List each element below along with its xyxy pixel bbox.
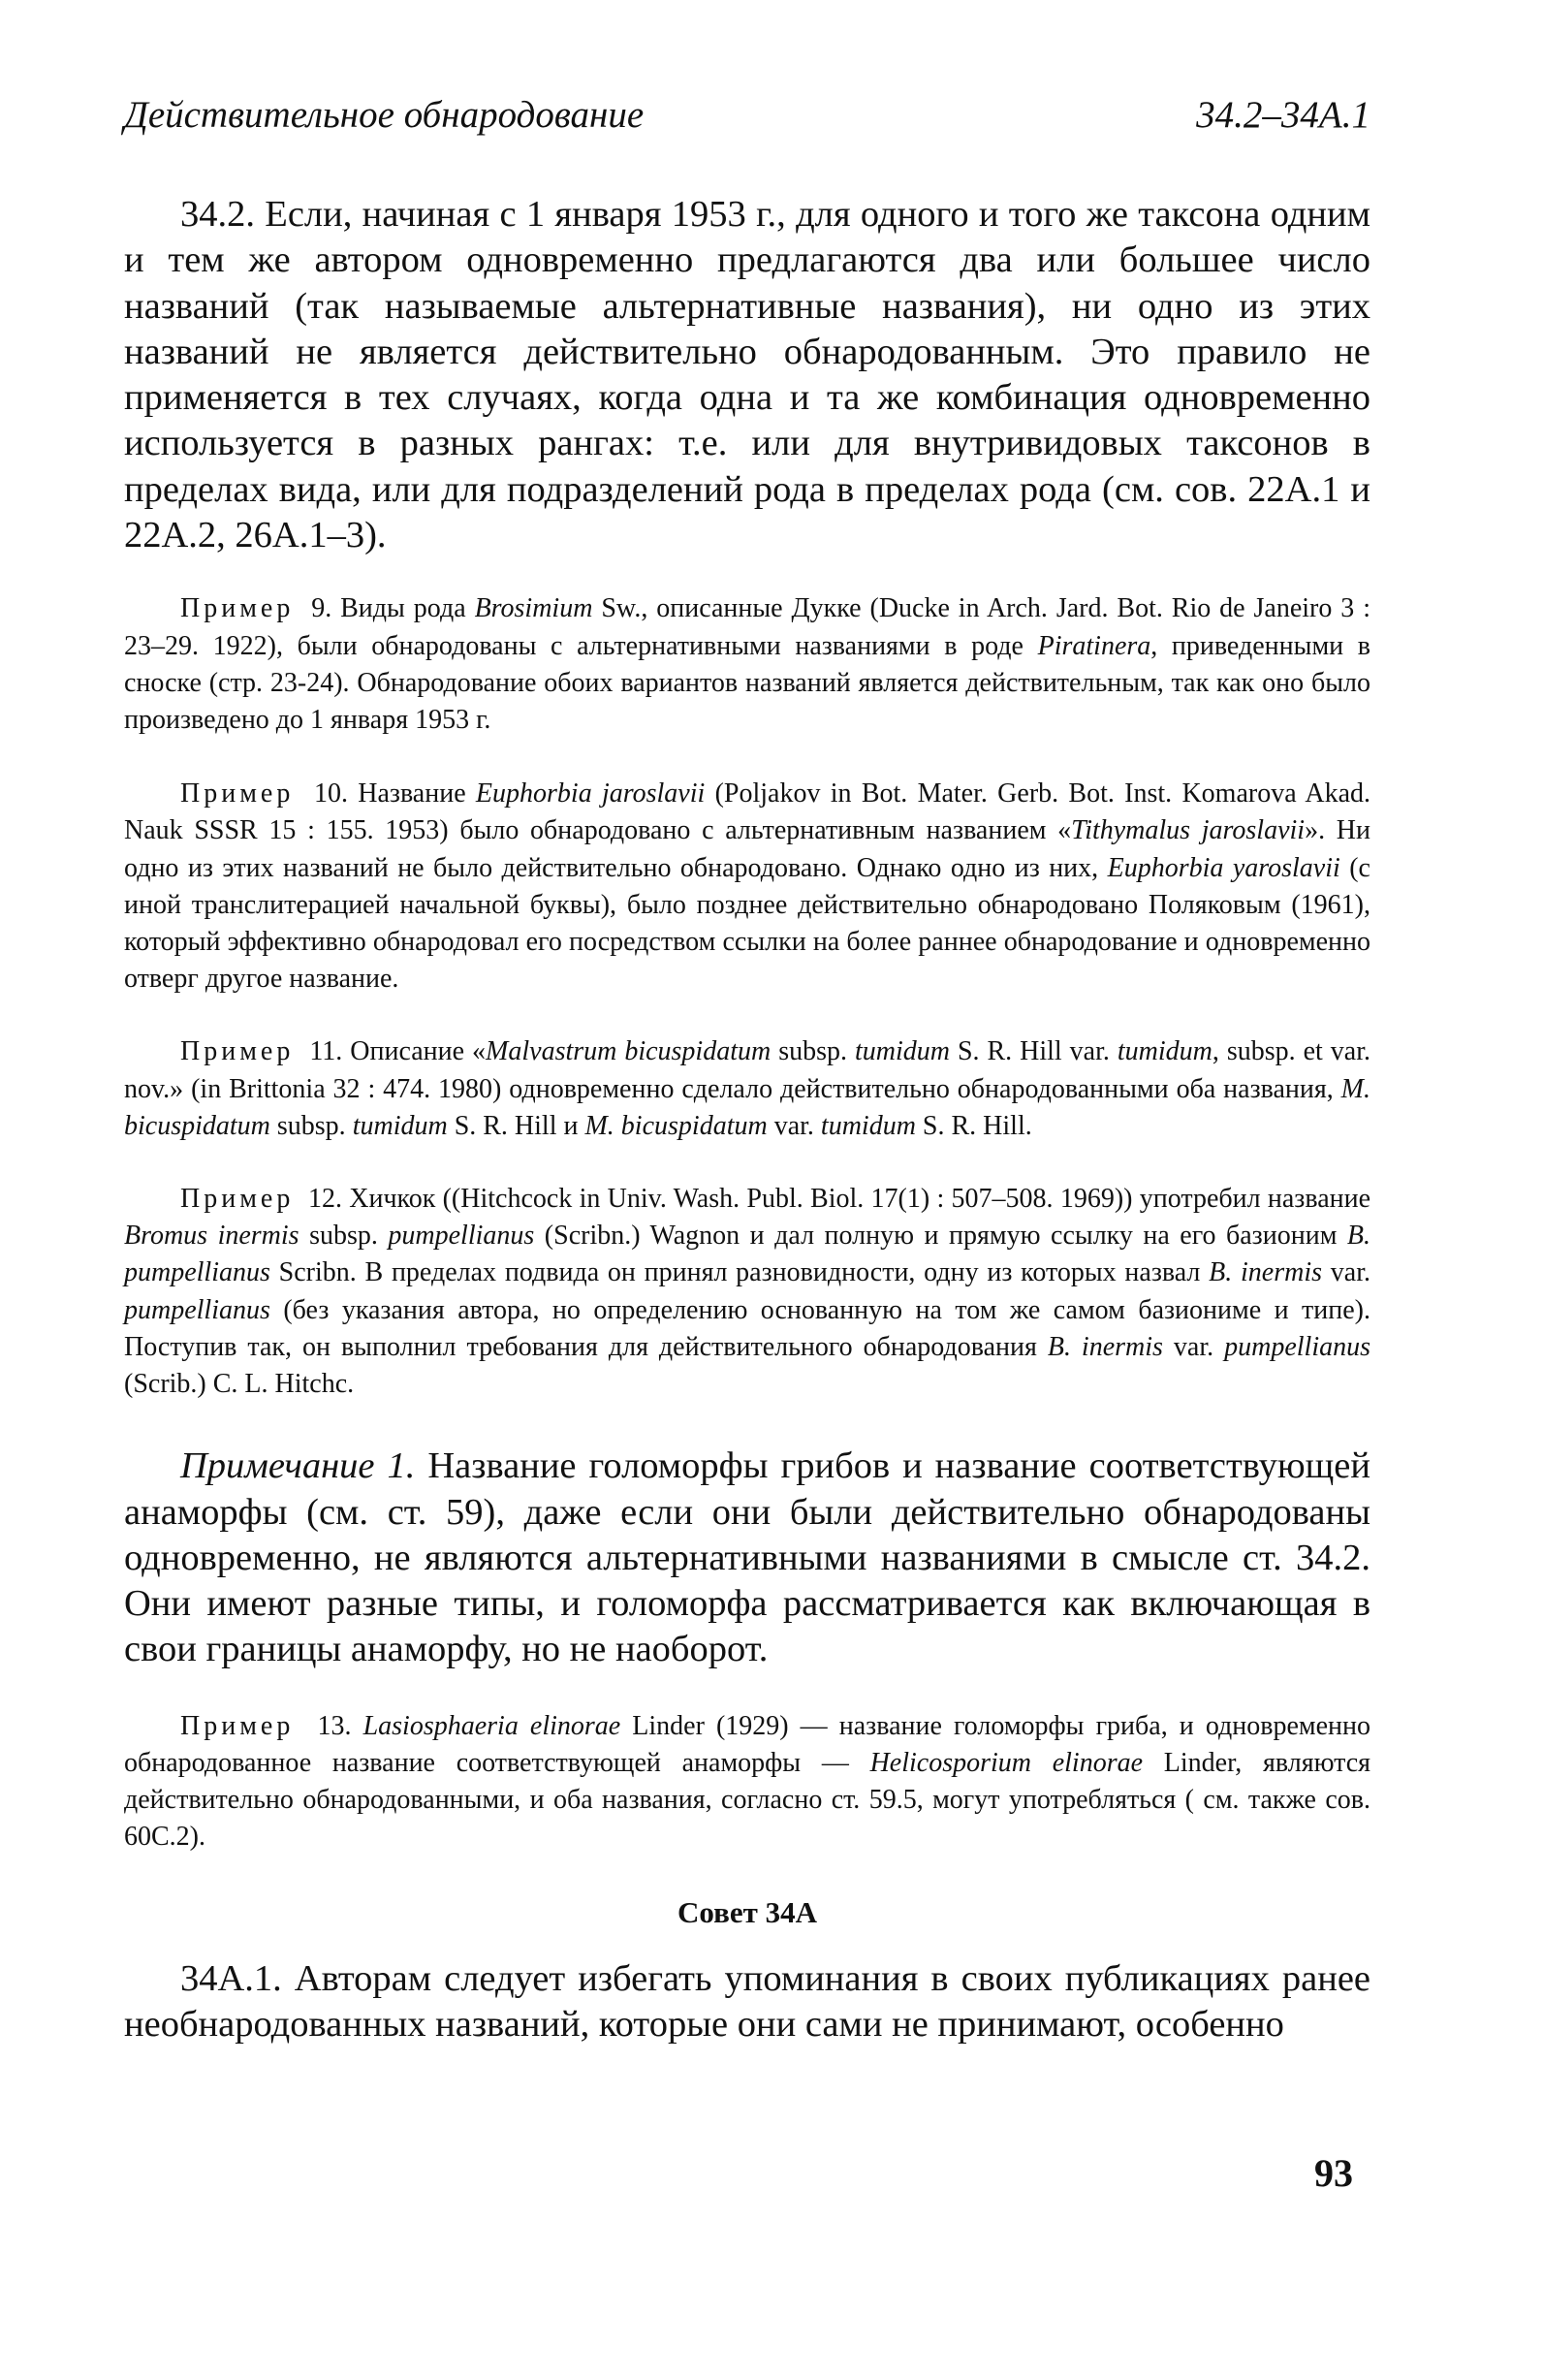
example-text: (без указания автора, но определению основанную на том же самом базиониме и типе). Поступив так, он выполнил требования для действительного обнародования xyxy=(124,1294,1370,1362)
taxon-name: Helicosporium elinorae xyxy=(869,1747,1144,1778)
example-text: Хичкок ((Hitchcock in Univ. Wash. Publ. Biol. 17(1) : 507–508. 1969)) употребил название xyxy=(349,1184,1371,1215)
example-text: (с иной транслитерацией начальной буквы), было позднее действительно обнародовано Поляковым (1961), который эффективно обнародовал его посредством ссылки на более раннее обнародование и одновременно отверг другое название. xyxy=(124,852,1370,995)
example-label: Пример xyxy=(180,1710,295,1741)
example-text: S. R. Hill var. xyxy=(949,1036,1118,1067)
example-text: Виды рода xyxy=(340,593,475,624)
running-head xyxy=(124,93,1370,137)
note-label: Примечание 1. xyxy=(180,1445,416,1487)
taxon-name: B. inermis xyxy=(1047,1331,1163,1362)
example-text: S. R. Hill и xyxy=(447,1110,585,1141)
example-label: Пример xyxy=(180,593,295,624)
running-head-title: Действительное обнародование xyxy=(124,94,645,136)
taxon-name: B. pumpellianus xyxy=(124,1221,1371,1288)
taxon-name: Euphorbia jaroslavii xyxy=(475,778,706,809)
taxon-name: Piratinera xyxy=(1037,630,1151,661)
example-label: Пример xyxy=(180,1036,295,1067)
example-9 xyxy=(124,590,1370,739)
example-text: Название xyxy=(358,778,476,809)
taxon-name: tumidum xyxy=(854,1036,950,1067)
taxon-name: tumidum xyxy=(352,1110,448,1141)
example-label: Пример xyxy=(180,1184,295,1215)
running-head-section: 34.2–34A.1 xyxy=(1196,94,1370,136)
example-text: subsp. xyxy=(269,1110,353,1141)
note-text: Название голоморфы грибов и название соответствующей анаморфы (см. ст. 59), даже если они были действительно обнародованы одновременно, не являются альтернативными названиями в смысле ст. 34.2. Они имеют разные типы, и голоморфа рассматривается как включающая в свои границы анаморфу, но не наоборот. xyxy=(124,1445,1370,1670)
example-text: , приведенными в сноске (стр. 23-24). Обнародование обоих вариантов названий является действительным, так как оно было произведено до 1 января 1953 г. xyxy=(124,630,1370,735)
section-heading-sovet-34a: Совет 34А xyxy=(677,1894,817,1929)
taxon-name: tumidum xyxy=(820,1110,916,1141)
example-text: var. xyxy=(1322,1257,1370,1288)
example-12 xyxy=(124,1181,1370,1403)
page-number: 93 xyxy=(1314,2151,1353,2195)
example-text: Описание « xyxy=(350,1036,487,1067)
example-number: 13. xyxy=(317,1710,352,1741)
taxon-name: B. inermis xyxy=(1209,1257,1323,1288)
taxon-name: Tithymalus jaroslavii xyxy=(1071,815,1306,846)
example-text: subsp. xyxy=(771,1036,855,1067)
taxon-name: Lasiosphaeria elinorae xyxy=(362,1710,621,1741)
example-text: (Scrib.) C. L. Hitchc. xyxy=(124,1369,355,1400)
example-10 xyxy=(124,776,1370,998)
paragraph-34a-1: 34А.1. Авторам следует избегать упоминания в своих публикациях ранее необнародованных названий, которые они сами не принимают, особенно xyxy=(124,1957,1370,2045)
taxon-name: pumpellianus xyxy=(388,1221,535,1252)
example-text: Scribn. В пределах подвида он принял разновидности, одну из которых назвал xyxy=(269,1257,1210,1288)
example-number: 10. xyxy=(313,778,348,809)
example-number: 11. xyxy=(309,1036,343,1067)
note-1 xyxy=(124,1444,1370,1672)
example-text: Linder, являются действительно обнародованными, и оба названия, согласно ст. 59.5, могут употребляться ( см. также сов. 60С.2). xyxy=(124,1747,1371,1853)
taxon-name: tumidum xyxy=(1117,1036,1212,1067)
taxon-name: M. bicuspidatum xyxy=(584,1110,768,1141)
example-text: , subsp. et var. nov.» (in Brittonia 32 : 474. 1980) одновременно сделало действительно обнародованными оба названия, xyxy=(124,1036,1370,1104)
taxon-name: Bromus inermis xyxy=(124,1221,299,1252)
example-13 xyxy=(124,1708,1370,1856)
example-text: subsp. xyxy=(299,1221,389,1252)
example-number: 12. xyxy=(307,1184,342,1215)
example-text: S. R. Hill. xyxy=(915,1110,1032,1141)
example-text: ». Ни одно из этих названий не было действительно обнародовано. Однако одно из них, xyxy=(124,815,1370,883)
example-text: var. xyxy=(767,1110,821,1141)
taxon-name: M. bicuspidatum xyxy=(124,1073,1370,1141)
page-body xyxy=(124,192,1370,2047)
example-number: 9. xyxy=(311,593,332,624)
example-text: (Scribn.) Wagnon и дал полную и прямую ссылку на его базионим xyxy=(534,1221,1347,1252)
example-text: (Poljakov in Bot. Mater. Gerb. Bot. Inst. Komarova Akad. Nauk SSSR 15 : 155. 1953) было обнародовано с альтернативным названием « xyxy=(124,778,1371,846)
example-text: Linder (1929) — название голоморфы гриба, и одновременно обнародованное название соответствующей анаморфы — xyxy=(124,1710,1371,1778)
taxon-name: pumpellianus xyxy=(124,1294,270,1325)
taxon-name: pumpellianus xyxy=(1224,1331,1371,1362)
example-text: Sw., описанные Дукке (Ducke in Arch. Jard. Bot. Rio de Janeiro 3 : 23–29. 1922), были обнародованы с альтернативными названиями в роде xyxy=(124,593,1370,661)
example-11 xyxy=(124,1033,1370,1145)
taxon-name: Brosimium xyxy=(474,593,593,624)
example-text: var. xyxy=(1162,1331,1225,1362)
paragraph-34-2: 34.2. Если, начиная с 1 января 1953 г., для одного и того же таксона одним и тем же автором одновременно предлагаются два или большее число названий (так называемые альтернативные названия), ни одно из этих названий не является действительно обнародованным. Это правило не применяется в тех случаях, когда одна и та же комбинация одновременно используется в разных рангах: т.е. или для внутривидовых таксонов в пределах вида, или для подразделений рода в пределах рода (см. сов. 22А.1 и 22А.2, 26А.1–3). xyxy=(124,194,1370,556)
example-label: Пример xyxy=(180,778,295,809)
taxon-name: Euphorbia yaroslavii xyxy=(1107,852,1340,883)
taxon-name: Malvastrum bicuspidatum xyxy=(486,1036,772,1067)
